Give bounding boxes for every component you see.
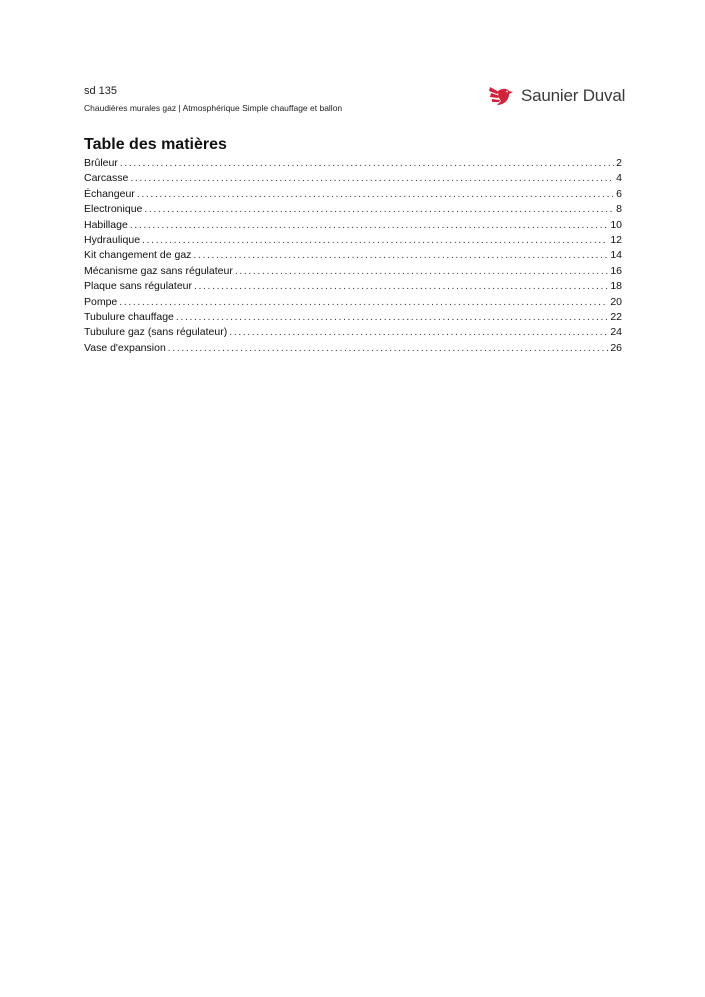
dot-leader	[144, 202, 614, 217]
dot-leader	[120, 156, 614, 171]
toc-list	[84, 156, 622, 356]
dot-leader	[176, 310, 608, 325]
toc-entry-page: 8	[616, 203, 622, 216]
toc-entry-label: Tubulure chauffage	[84, 310, 174, 323]
toc-entry-page: 16	[610, 264, 622, 277]
toc-entry[interactable]	[84, 156, 622, 171]
toc-entry-label: Hydraulique	[84, 233, 141, 246]
toc-entry-page: 4	[616, 172, 622, 185]
toc-entry[interactable]	[84, 171, 622, 186]
toc-entry[interactable]	[84, 218, 622, 233]
toc-entry[interactable]	[84, 248, 622, 263]
toc-entry-page: 12	[610, 233, 622, 246]
toc-title: Table des matières	[84, 136, 227, 153]
dot-leader	[235, 264, 608, 279]
toc-entry-label: Vase d'expansion	[84, 341, 166, 354]
document-code: sd 135	[84, 85, 118, 97]
dot-leader	[194, 279, 608, 294]
bird-logo-icon	[488, 83, 516, 109]
toc-entry-label: Habillage	[84, 218, 128, 231]
dot-leader	[168, 341, 609, 356]
toc-entry[interactable]	[84, 233, 622, 248]
toc-entry-label: Échangeur	[84, 187, 135, 200]
dot-leader	[193, 248, 608, 263]
toc-entry-label: Brûleur	[84, 157, 118, 169]
toc-entry-label: Tubulure gaz (sans régulateur)	[84, 326, 228, 339]
toc-entry-page: 26	[610, 341, 622, 354]
toc-entry-page: 18	[610, 280, 622, 293]
dot-leader	[130, 171, 614, 186]
dot-leader	[137, 187, 614, 202]
toc-entry[interactable]	[84, 325, 622, 340]
toc-entry-page: 2	[616, 157, 622, 169]
toc-entry-page: 24	[610, 326, 622, 339]
brand-logo	[488, 82, 625, 110]
brand-name: Saunier Duval	[521, 86, 626, 105]
dot-leader	[142, 233, 608, 248]
dot-leader	[229, 325, 608, 340]
dot-leader	[119, 295, 608, 310]
toc-entry[interactable]	[84, 341, 622, 356]
toc-entry[interactable]	[84, 202, 622, 217]
toc-entry-label: Carcasse	[84, 172, 129, 185]
toc-entry-label: Plaque sans régulateur	[84, 280, 192, 293]
toc-entry-page: 6	[616, 187, 622, 200]
dot-leader	[130, 218, 609, 233]
toc-entry-page: 22	[610, 310, 622, 323]
toc-entry[interactable]	[84, 264, 622, 279]
toc-entry[interactable]	[84, 187, 622, 202]
toc-entry-label: Mécanisme gaz sans régulateur	[84, 264, 233, 277]
toc-entry-page: 10	[610, 218, 622, 231]
toc-entry[interactable]	[84, 310, 622, 325]
toc-entry-page: 20	[610, 295, 622, 308]
toc-entry-label: Kit changement de gaz	[84, 249, 192, 262]
document-subtitle: Chaudières murales gaz | Atmosphérique Simple chauffage et ballon	[84, 103, 343, 113]
toc-entry-label: Electronique	[84, 203, 143, 216]
toc-entry-label: Pompe	[84, 295, 118, 308]
toc-entry[interactable]	[84, 295, 622, 310]
toc-entry-page: 14	[610, 249, 622, 262]
toc-entry[interactable]	[84, 279, 622, 294]
